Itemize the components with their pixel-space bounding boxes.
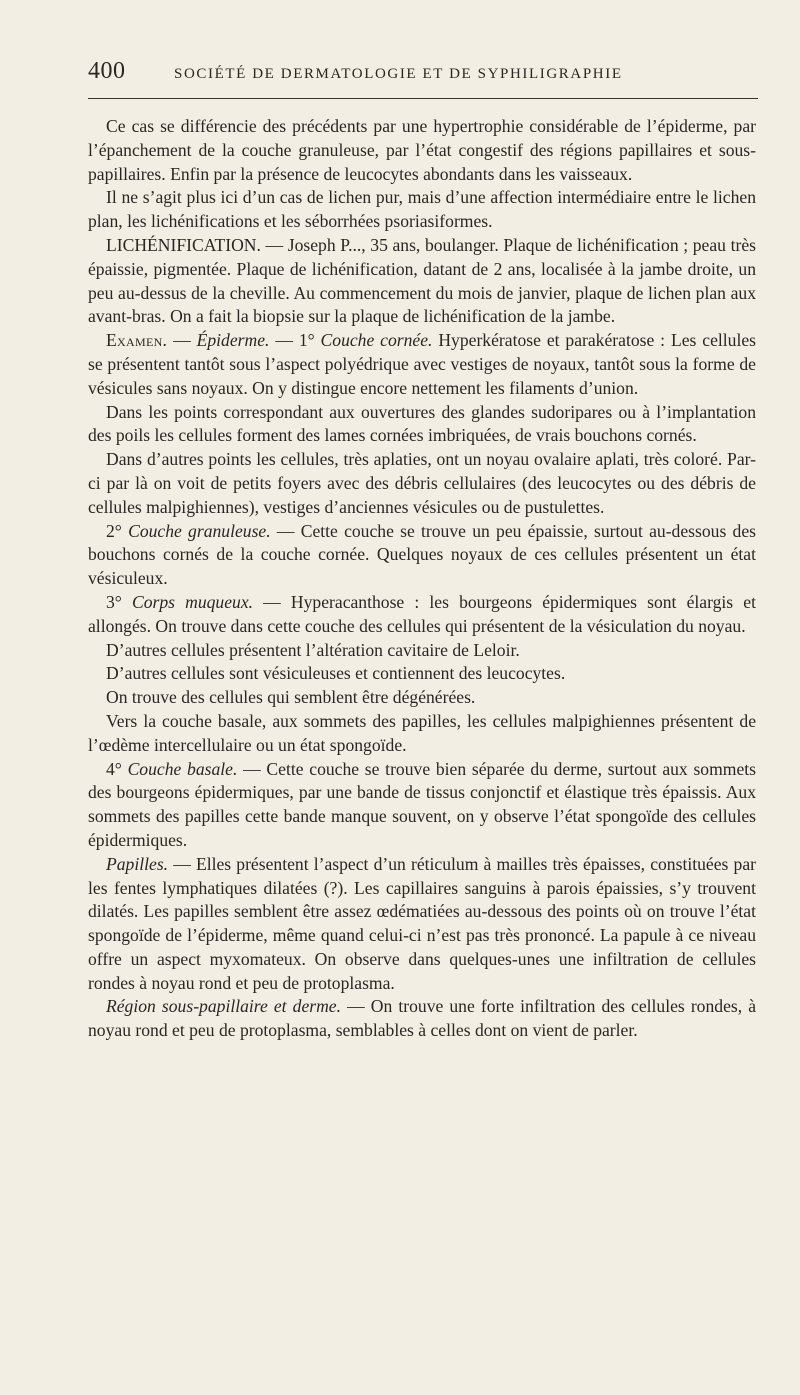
text-run: Couche basale. [127,758,238,779]
paragraph-2 [88,186,756,234]
text-run: — Cette couche se trouve bien séparée du derme, surtout aux sommets des bourgeons épidermiques, par une bande de tissus conjonctif et élastique très épaissis. Aux sommets des papilles cette bande manque souvent, on y observe l’état spongoïde des cellules épidermiques. [88,758,756,850]
paragraph-9 [88,639,756,663]
text-run: — On trouve une forte infiltration des cellules rondes, à noyau rond et peu de protoplasma, semblables à celles dont on vient de parler. [88,996,757,1041]
text-run: 4° [106,758,128,779]
paragraph-4 [88,329,756,400]
paragraph-11 [88,686,756,710]
running-title: SOCIÉTÉ DE DERMATOLOGIE ET DE SYPHILIGRAPHIE [174,66,623,82]
text-run: On trouve des cellules qui semblent être dégénérées. [106,687,476,708]
paragraph-3 [88,234,756,329]
text-run: LICHÉNIFICATION. — Joseph P..., 35 ans, boulanger. Plaque de lichénification ; peau très épaissie, pigmentée. Plaque de lichénification, datant de 2 ans, localisée à la jambe droite, un peu au-dessus de la cheville. Au commencement du mois de janvier, plaque de lichen plan aux avant-bras. On a fait la biopsie sur la plaque de lichénification de la jambe. [88,234,756,327]
page-number: 400 [88,58,126,84]
paragraph-8 [88,591,756,639]
text-run: — [167,330,197,351]
paragraph-5 [88,401,756,449]
text-run: Couche granuleuse. [128,520,271,541]
text-run: Vers la couche basale, aux sommets des papilles, les cellules malpighiennes présentent de l’œdème intercellulaire ou un état spongoïde. [88,710,756,755]
text-run: — Elles présentent l’aspect d’un réticulum à mailles très épaisses, constituées par les fentes lymphatiques dilatées (?). Les capillaires sanguins à parois épaissies, s’y trouvent dilatés. Les papilles semblent être assez œdématiées au-dessous des points où on trouve l’état spongoïde de l’épiderme, même quand celui-ci n’est pas très prononcé. La papule à ce niveau offre un aspect myxomateux. On observe dans quelques-unes une infiltration de cellules rondes à noyau rond et peu de protoplasma. [88,853,756,993]
text-run: 3° [106,591,132,612]
text-run: Corps muqueux. [131,591,254,612]
paragraph-13 [88,758,756,853]
paragraph-10 [88,662,756,686]
paragraph-14 [88,853,756,996]
text-run: — Hyperacanthose : les bourgeons épidermiques sont élargis et allongés. On trouve dans cette couche des cellules qui présentent de la vésiculation du noyau. [88,591,756,636]
text-run: Examen. [106,330,168,351]
body-text [88,115,756,1043]
text-run: Dans d’autres points les cellules, très aplaties, ont un noyau ovalaire aplati, très coloré. Par-ci par là on voit de petits foyers avec des débris cellulaires (des leucocytes ou des débris de cellules malpighiennes), vestiges d’anciennes vésicules ou de pustulettes. [88,449,756,517]
text-run: D’autres cellules sont vésiculeuses et contiennent des leucocytes. [106,663,566,684]
paragraph-15 [88,995,756,1043]
text-run: Ce cas se différencie des précédents par une hypertrophie considérable de l’épiderme, par l’épanchement de la couche granuleuse, par l’état congestif des régions papillaires et sous-papillaires. Enfin par la présence de leucocytes abondants dans les vaisseaux. [88,116,756,184]
text-run: Il ne s’agit plus ici d’un cas de lichen pur, mais d’une affection intermédiaire entre le lichen plan, les lichénifications et les séborrhées psoriasiformes. [88,187,756,232]
paragraph-1 [88,115,756,186]
text-run: 2° [106,520,129,541]
text-run: Épiderme. [196,330,270,351]
text-run: — 1° [269,330,321,351]
paragraph-7 [88,520,756,591]
paragraph-12 [88,710,756,758]
text-run: Hyperkératose et parakératose : Les cellules se présentent tantôt sous l’aspect polyédrique avec vestiges de noyaux, tantôt sous la forme de vésicules sans noyaux. On y distingue encore nettement les filaments d’union. [88,330,756,398]
text-run: Papilles. [106,853,169,874]
text-run: Dans les points correspondant aux ouvertures des glandes sudoripares ou à l’implantation des poils les cellules forment des lames cornées imbriquées, de vrais bouchons cornés. [88,401,756,446]
paragraph-6 [88,448,756,519]
text-run: Région sous-papillaire et derme. [106,996,342,1017]
text-run: — Cette couche se trouve un peu épaissie, surtout au-dessous des bouchons cornés de la couche cornée. Quelques noyaux de ces cellules présentent un état vésiculeux. [88,520,756,589]
running-header [88,58,758,99]
text-run: Couche cornée. [320,330,433,351]
text-run: D’autres cellules présentent l’altération cavitaire de Leloir. [106,639,520,660]
